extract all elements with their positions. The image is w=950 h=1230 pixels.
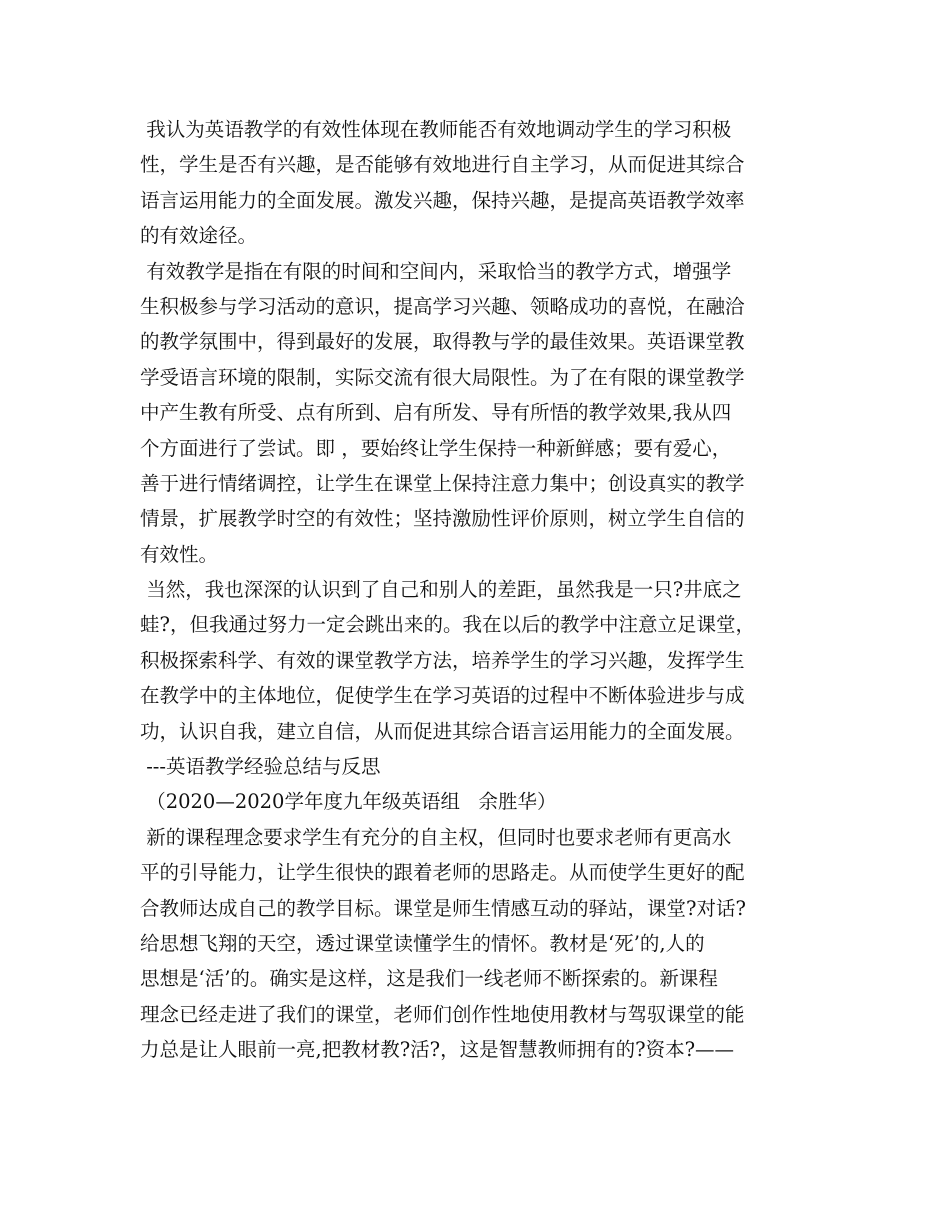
text-line: 合教师达成自己的教学目标。课堂是师生情感互动的驿站，课堂?对话? [140,896,746,920]
text-line: 有效性。 [140,542,219,566]
text-line: 积极探索科学、有效的课堂教学方法，培养学生的学习兴趣，发挥学生 [140,648,745,672]
text-line: 蛙?，但我通过努力一定会跳出来的。我在以后的教学中注意立足课堂， [140,613,755,637]
text-line: 学受语言环境的限制，实际交流有很大局限性。为了在有限的课堂教学 [140,365,745,389]
text-line: 我认为英语教学的有效性体现在教师能否有效地调动学生的学习积极 [140,118,732,141]
text-line: 思想是‘活’的。确实是这样，这是我们一线老师不断探索的。新课程 [140,967,718,991]
text-line: 语言运用能力的全面发展。激发兴趣，保持兴趣，是提高英语教学效率 [140,188,745,212]
section-title: ---英语教学经验总结与反思 [140,755,381,779]
text-line: 性，学生是否有兴趣，是否能够有效地进行自主学习，从而促进其综合 [140,153,745,177]
text-line: 情景，扩展教学时空的有效性；坚持激励性评价原则，树立学生自信的 [140,507,745,531]
text-line: 个方面进行了尝试。即 ，要始终让学生保持一种新鲜感；要有爱心， [140,436,732,460]
text-line: 在教学中的主体地位，促使学生在学习英语的过程中不断体验进步与成 [140,684,745,708]
text-line: 平的引导能力，让学生很快的跟着老师的思路走。从而使学生更好的配 [140,861,745,885]
text-line: 的有效途径。 [140,224,258,248]
text-line: 生积极参与学习活动的意识，提高学习兴趣、领略成功的喜悦，在融洽 [140,294,745,318]
text-line: 中产生教有所受、点有所到、启有所发、导有所悟的教学效果,我从四 [140,401,732,425]
text-line: 当然，我也深深的认识到了自己和别人的差距，虽然我是一只?井底之 [140,578,742,602]
text-line: 善于进行情绪调控，让学生在课堂上保持注意力集中；创设真实的教学 [140,471,745,495]
text-line: 力总是让人眼前一亮,把教材教?活?，这是智慧教师拥有的?资本?—— [140,1038,735,1062]
body-text [140,112,830,1068]
text-line: 给思想飞翔的天空，透过课堂读懂学生的情怀。教材是‘死’的,人的 [140,931,705,955]
text-line: 理念已经走进了我们的课堂，老师们创作性地使用教材与驾驭课堂的能 [140,1002,745,1026]
text-line: 新的课程理念要求学生有充分的自主权，但同时也要求老师有更高水 [140,825,732,849]
text-line: 有效教学是指在有限的时间和空间内，采取恰当的教学方式，增强学 [140,259,732,283]
text-line: 的教学氛围中，得到最好的发展，取得教与学的最佳效果。英语课堂教 [140,330,745,354]
text-line: 功，认识自我，建立自信，从而促进其综合语言运用能力的全面发展。 [140,719,745,743]
author-line: （2020—2020学年度九年级英语组 余胜华） [140,790,557,814]
